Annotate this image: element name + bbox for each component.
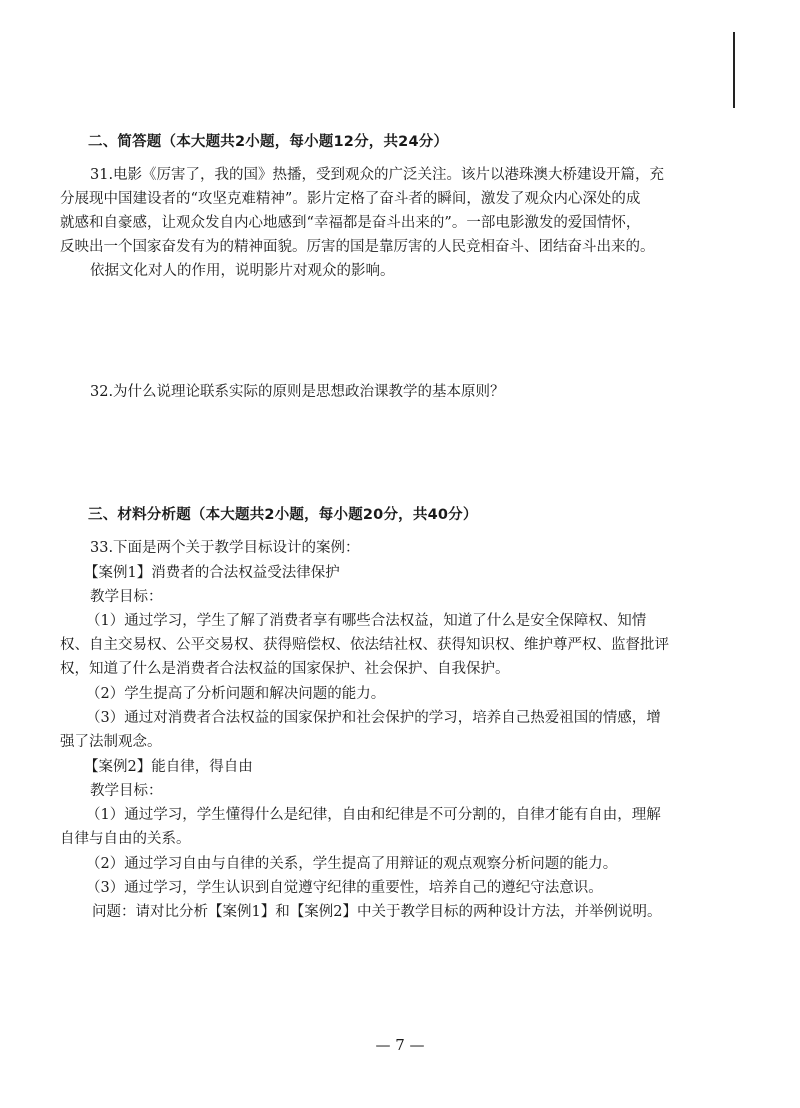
case-2-item-1-line-2: 自律与自由的关系。: [60, 831, 191, 847]
case-1-item-3-line-2: 强了法制观念。: [60, 734, 162, 750]
q31-line-3: 就感和自豪感，让观众发自内心地感到“幸福都是奋斗出来的”。一部电影激发的爱国情怀，: [60, 215, 641, 231]
q31-line-2: 分展现中国建设者的“攻坚克难精神”。影片定格了奋斗者的瞬间，激发了观众内心深处的成: [60, 191, 641, 207]
case-2-item-1-line-1: （1）通过学习，学生懂得什么是纪律，自由和纪律是不可分割的，自律才能有自由，理解: [86, 807, 661, 823]
q32-text: 32.为什么说理论联系实际的原则是思想政治课教学的基本原则？: [90, 384, 505, 400]
section-3-heading: 三、材料分析题（本大题共2小题，每小题20分，共40分）: [88, 507, 478, 523]
case-1-item-2: （2）学生提高了分析问题和解决问题的能力。: [86, 686, 386, 702]
case-1-item-3-line-1: （3）通过对消费者合法权益的国家保护和社会保护的学习，培养自己热爱祖国的情感，增: [86, 710, 661, 726]
q31-line-4: 反映出一个国家奋发有为的精神面貌。厉害的国是靠厉害的人民竞相奋斗、团结奋斗出来的。: [60, 239, 655, 255]
q33-intro: 33.下面是两个关于教学目标设计的案例：: [90, 540, 360, 556]
q33-question: 问题：请对比分析【案例1】和【案例2】中关于教学目标的两种设计方法，并举例说明。: [92, 904, 662, 920]
section-2-heading: 二、简答题（本大题共2小题，每小题12分，共24分）: [88, 134, 449, 150]
case-2-item-2: （2）通过学习自由与自律的关系，学生提高了用辩证的观点观察分析问题的能力。: [86, 856, 618, 872]
margin-rule: [733, 32, 735, 108]
case-1-goal-label: 教学目标：: [90, 589, 163, 605]
case-1-item-1-line-3: 权，知道了什么是消费者合法权益的国家保护、社会保护、自我保护。: [60, 661, 510, 677]
case-2-goal-label: 教学目标：: [90, 783, 163, 799]
case-2-title: 【案例2】能自律，得自由: [84, 759, 253, 775]
q31-line-1: 31.电影《厉害了，我的国》热播，受到观众的广泛关注。该片以港珠澳大桥建设开篇，充: [90, 167, 665, 183]
case-1-title: 【案例1】消费者的合法权益受法律保护: [84, 565, 340, 581]
page-number: — 7 —: [375, 1036, 425, 1054]
q31-prompt: 依据文化对人的作用，说明影片对观众的影响。: [90, 263, 395, 279]
case-2-item-3: （3）通过学习，学生认识到自觉遵守纪律的重要性，培养自己的遵纪守法意识。: [86, 880, 603, 896]
case-1-item-1-line-2: 权、自主交易权、公平交易权、获得赔偿权、依法结社权、获得知识权、维护尊严权、监督批评: [60, 637, 669, 653]
case-1-item-1-line-1: （1）通过学习，学生了解了消费者享有哪些合法权益，知道了什么是安全保障权、知情: [86, 613, 647, 629]
